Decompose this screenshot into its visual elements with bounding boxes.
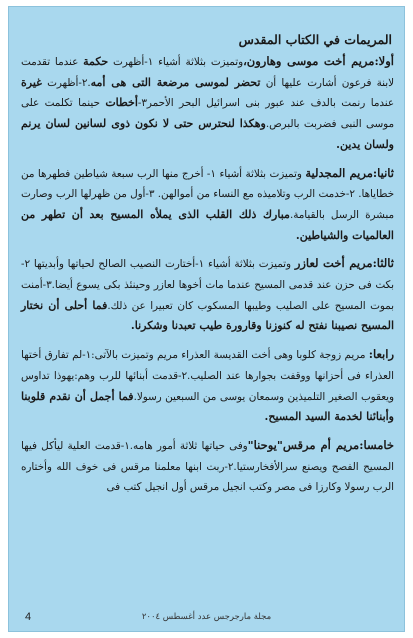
body-text: وتميزت بثلاثة أشياء ١-أختارت النصيب الصالح لحياتها وأبديتها ٢- بكت فى حزن عند قدمى المسيح عندما مات أخوها لعازر وحينئذ بكى يسوع أيضا.٣-أمنت بموت المسيح على الصليب وطيبها المسكوب كان تعبيرا عن ذلك. xyxy=(21,258,395,312)
emphasis-text: فما أجمل أن نقدم قلوبنا وأبنائنا لخدمة السيد المسيح. xyxy=(21,389,394,424)
page-footer xyxy=(9,609,404,623)
section-spacer xyxy=(21,246,394,253)
page-title: المريمات في الكتاب المقدس xyxy=(238,32,392,47)
emphasis-text: غيرة xyxy=(21,75,42,89)
page-number: 4 xyxy=(25,611,32,623)
body-text: عندما تقدمت لابنة فرعون أشارت عليها أن xyxy=(21,56,394,89)
emphasis-text: تحضر لموسى مرضعة التى هى أمه xyxy=(90,75,261,89)
emphasis-text: مبارك ذلك القلب الذى يملأه المسيح بعد أن تطهر من العالميات والشياطين. xyxy=(21,207,394,242)
emphasis-text: حكمة xyxy=(83,55,109,68)
section-heading: ثالثا:مريم أخت لعازر xyxy=(294,256,394,271)
section-paragraph xyxy=(21,344,394,428)
emphasis-text: فما أحلى أن نختار المسيح نصيبنا نفتح له كنوزنا وقارورة طيب تعبدنا وشكرنا. xyxy=(21,298,394,333)
section-heading: خامسا:مريم أم مرقس"يوحنا" xyxy=(247,437,394,452)
body-text: عندما رنمت بالدف عند عبور بنى اسرائيل البحر الأحمر٣- xyxy=(137,97,394,110)
body-text: وتميزت بثلاثة أشياء ١- أخرج منها الرب سبعة شياطين فطهرها من خطاياها. ٢-خدمت الرب وتلاميذه مع النساء من أموالهن. ٣-أول من ظهرلها الرب وصارت مبشرة الرسل بالقيامة. xyxy=(21,167,394,221)
section-spacer xyxy=(21,156,394,163)
body-text: وتميزت بثلاثة أشياء ١-أظهرت xyxy=(108,56,244,68)
body-text: مريم زوجة كلوبا وهى أخت القديسة العذراء مريم وتميزت بالآتى:١-لم تفارق أختها العذراء فى أحزانها ووقفت بجوارها عند الصليب.٢-قدمت أبنائها للرب وهم:يهوذا تداوس ويعقوب الصغير التلميذين وسمعان يوسى من السبعين رسولا. xyxy=(21,349,395,403)
emphasis-text: أخطات xyxy=(105,96,138,110)
emphasis-text: وهكذا لنحترس حتى لا نكون ذوى لسانين لسان يرنم ولسان يدين. xyxy=(21,117,394,151)
section-heading: ثانيا:مريم المجدلية xyxy=(305,165,395,180)
body-text: وفى حياتها ثلاثة أمور هامه.١-قدمت العلية ليأكل فيها المسيح الفصح ويصنع سرالأفخارستيا.٢-ربت ابنها معلمنا مرقس فى خوف الله وأختاره الرب رسولا وكارزا فى مصر وكتب انجيل مرقس أول انجيل كتب فى xyxy=(21,439,394,494)
section-paragraph xyxy=(21,163,394,247)
section-heading: رابعا: xyxy=(368,347,394,362)
article-body xyxy=(21,29,394,498)
body-text: حينما تكلمت على موسى النبى فضربت بالبرص. xyxy=(21,97,394,131)
body-text: .٢-أظهرت xyxy=(41,76,91,89)
footer-issue-text: مجلة مارجرجس عدد أغسطس ٢٠٠٤ xyxy=(141,612,272,622)
section-heading: أولا:مريم أخت موسى وهارون، xyxy=(243,54,394,68)
section-paragraph xyxy=(21,51,394,156)
page xyxy=(8,6,405,632)
section-spacer xyxy=(21,337,394,344)
section-paragraph xyxy=(21,435,394,498)
section-spacer xyxy=(21,428,394,435)
section-paragraph xyxy=(21,253,394,337)
